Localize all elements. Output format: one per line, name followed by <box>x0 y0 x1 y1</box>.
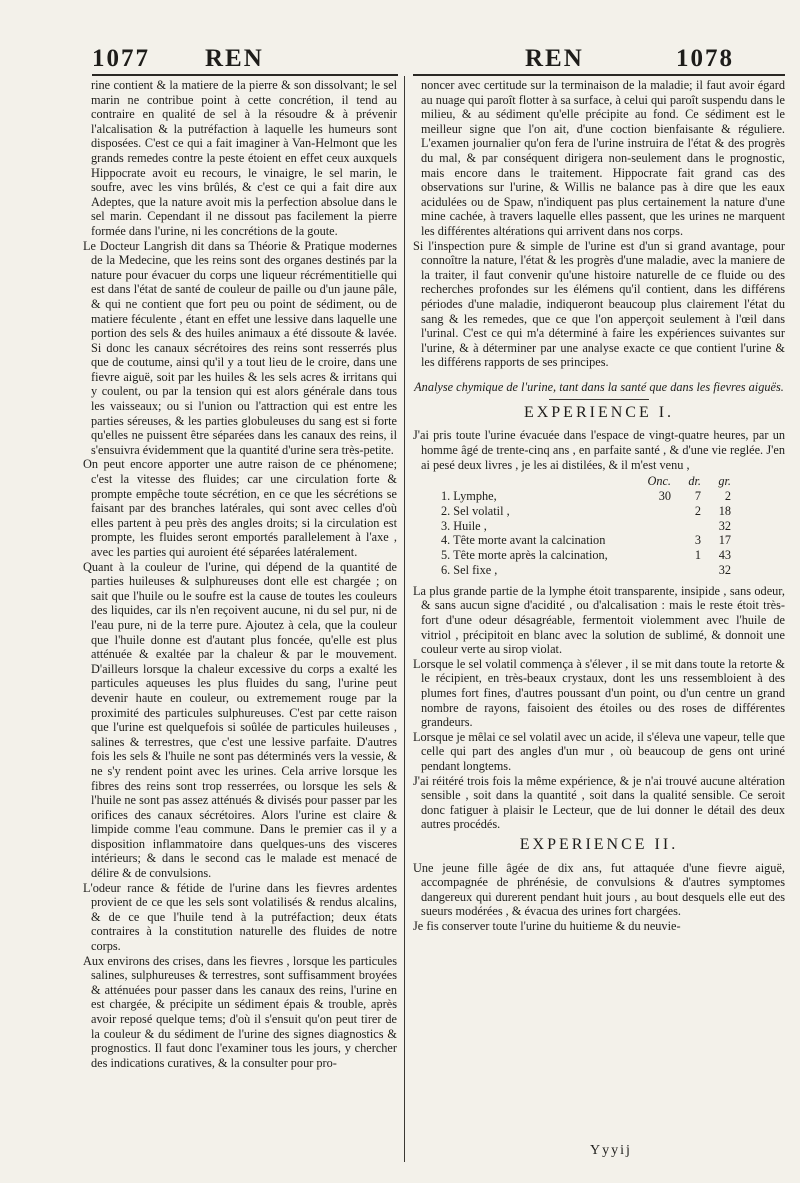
grains-value: 18 <box>718 503 731 518</box>
onces-value <box>641 533 671 548</box>
column-divider <box>404 76 405 1162</box>
onces-value <box>641 519 671 534</box>
distillation-table <box>441 474 731 578</box>
unit-gr: gr. <box>718 474 731 489</box>
right-column-middle-paragraphs <box>413 584 785 832</box>
left-running-head: REN <box>205 45 264 72</box>
right-column <box>413 78 785 933</box>
product-label: 2. Sel volatil , <box>441 503 510 518</box>
grains-value: 17 <box>718 533 731 548</box>
drachms-value: 2 <box>694 503 701 518</box>
paragraph: Aux environs des crises, dans les fievres , lorsque les particules salines, sulphureuses & terrestres, sont suffisamment broyées & atténuées pour passer dans les canaux des reins, l'urine en est chargée, & précipite un sédiment épais & trouble, après avoir reposé quelque tems; d'où il s'ensuit qu'on peut tirer de la couleur & du sédiment de l'urine des signes diagnostics & prognostics. Il faut donc l'examiner tous les jours, y chercher des indications curatives, & la consulter pour pro- <box>83 953 397 1070</box>
onces-value: 30 <box>658 489 671 504</box>
unit-dr: dr. <box>688 474 701 489</box>
paragraph: Si l'inspection pure & simple de l'urine est d'un si grand avantage, pour connoître la nature, l'état & les progrès d'une maladie, avec la maniere de la traiter, il faut convenir qu'une histoire naturelle de ce fluide ou des recherches profondes sur les élémens qu'il contient, dans les différens périodes d'une maladie, indiqueront beaucoup plus clairement l'état du sang & les remedes, que ce que l'on apperçoit seulement à l'œil dans l'urinal. C'est ce qui m'a déterminé à faire les expériences suivantes sur l'urine, & à déterminer par une analyse exacte ce que contient l'urine & les différens rapports de ses principes. <box>413 238 785 370</box>
right-running-head: REN <box>525 45 584 72</box>
product-label: 5. Tête morte après la calcination, <box>441 548 608 563</box>
product-label: 1. Lymphe, <box>441 489 497 504</box>
paragraph: Une jeune fille âgée de dix ans, fut attaquée d'une fievre aiguë, accompagnée de phrénésie, de convulsions & d'autres symptomes dangereux qui durerent pendant huit jours , au bout desquels elle eut des sueurs modérées , & évacua des urines fort chargées. <box>413 860 785 919</box>
grains-value: 32 <box>718 518 731 533</box>
right-page-number: 1078 <box>676 45 734 72</box>
distillation-row <box>441 563 731 578</box>
distillation-row <box>441 548 731 563</box>
paragraph: rine contient & la matiere de la pierre & son dissolvant; le sel marin ne contribue point à cette concrétion, il tend au contraire en qualité de sel à la résoudre & à prévenir l'alcalisation & la putréfaction à laquelle les humeurs sont disposées. C'est ce qui a fait imaginer à Van-Helmont que les grands remedes contre la peste étoient en effet ceux auxquels Hippocrate avoit eu recours, le vinaigre, le sel marin, le soufre, avec les vins brûlés, & c'est ce qui a fait dire aux Adeptes, que la nature avoit mis la perfection absolue dans le sel marin. Cependant il ne dissout pas facilement la pierre formée dans l'urine, ni les concrétions de la goute. <box>91 78 397 238</box>
onces-value <box>641 504 671 519</box>
paragraph: noncer avec certitude sur la terminaison de la maladie; il faut avoir égard au nuage qui paroît flotter à sa surface, à celui qui paroît suspendu dans le milieu, & au sédiment qu'elle précipite au fond. Ce sédiment est le meilleur signe que l'on ait, d'une coction bienfaisante & réguliere. L'examen journalier qu'on fera de l'urine instruira de l'état & des progrès du mal, & par conséquent dirigera non-seulement dans le prognostic, mais encore dans le traitement. Hippocrate fait grand cas des observations sur l'urine, & Willis ne balance pas à dire que les eaux acidulées ou de Spaw, n'indiquent pas plus certainement la nature d'une mine cachée, à travers laquelle elles passent, que les urines ne marquent les différentes altérations qui arrivent dans nos corps. <box>421 78 785 238</box>
paragraph: Je fis conserver toute l'urine du huitieme & du neuvie- <box>413 918 681 933</box>
distillation-row <box>441 533 731 548</box>
paragraph: J'ai réitéré trois fois la même expérience, & je n'ai trouvé aucune altération sensible , soit dans la quantité , soit dans la qualité sensible. Ce seroit donc fatiguer à plaisir le Lecteur, que de lui donner le détail des deux autres procédés. <box>413 773 785 832</box>
distillation-row <box>441 519 731 534</box>
drachms-value <box>671 519 701 534</box>
experience-1-intro: J'ai pris toute l'urine évacuée dans l'espace de vingt-quatre heures, par un homme âgé de trente-cinq ans , en parfaite santé , & d'une vie reglée. J'en ai pesé deux livres , je les ai distilées, & il m'est venu , <box>413 428 785 472</box>
paragraph: L'odeur rance & fétide de l'urine dans les fievres ardentes provient de ce que les sels sont volatilisés & rendus alcalins, & de ce que l'huile tend à la putréfaction; deux états contraires à la constitution naturelle des fluides de notre corps. <box>83 880 397 954</box>
product-label: 6. Sel fixe , <box>441 563 498 578</box>
signature-mark: Yyyij <box>590 1143 632 1158</box>
experience-1-heading: EXPERIENCE I. <box>523 403 675 421</box>
left-column <box>83 78 397 1070</box>
distillation-row <box>441 504 731 519</box>
units-row <box>441 474 731 489</box>
paragraph: Lorsque je mêlai ce sel volatil avec un acide, il s'éleva une vapeur, telle que celle qui part des angles d'un mur , où beaucoup de gens ont uriné pendant longtems. <box>413 729 785 773</box>
product-label: 4. Tête morte avant la calcination <box>441 533 606 548</box>
onces-value <box>641 563 671 578</box>
experience-2-heading: EXPERIENCE II. <box>519 835 679 853</box>
title-underline <box>549 399 649 400</box>
drachms-value <box>671 563 701 578</box>
onces-value <box>641 548 671 563</box>
drachms-value: 3 <box>694 533 701 548</box>
right-column-bottom-paragraphs <box>413 861 785 934</box>
unit-onc: Onc. <box>647 474 671 489</box>
paragraph: Lorsque le sel volatil commença à s'élever , il se mit dans toute la retorte & le récipient, en très-beaux crystaux, dont les uns ressembloient à des plumes fort fines, d'autres poussant d'un point, ou d'un centre un grand nombre de rayons, faisoient des étoiles ou des roses de différentes grandeurs. <box>413 656 785 730</box>
paragraph: La plus grande partie de la lymphe étoit transparente, insipide , sans odeur, & sans aucun signe d'acidité , ou d'alcalisation : mais le reste étoit très-fort d'une odeur désagréable, fermentoit violemment avec l'huile de vitriol , précipitoit en blanc avec la solution de sublimé, & donnoit une couleur verte au sirop violat. <box>413 583 785 657</box>
right-column-top-paragraphs <box>413 78 785 370</box>
right-header-rule <box>413 74 785 76</box>
drachms-value: 1 <box>694 548 701 563</box>
paragraph: On peut encore apporter une autre raison de ce phénomene; c'est la vitesse des fluides; car une circulation forte & prompte empêche toute sécrétion, en ce que les sécrétions se faisant par des branches latérales, qui sont avec celles d'où elles partent à peu près des angles droits; si la circulation est prompte, les fluides seront emportés parallelement à l'axe , avec les parties qui auroient été séparées latéralement. <box>83 457 397 559</box>
paragraph: Quant à la couleur de l'urine, qui dépend de la quantité de parties huileuses & sulphureuses dont elle est chargée ; on sait que l'huile ou le soufre est la cause de toutes les couleurs des liquides, car ils n'en reçoivent aucune, ni du sel pur, ni de l'eau pure, ni de la terre pure. Ajoutez à cela, que la couleur que l'huile donne est d'autant plus foncée, qu'elle est plus atténuée & exaltée par la chaleur & par le mouvement. D'ailleurs lorsque la chaleur excessive du corps a exalté les particules aqueuses les plus fluides du sang, l'urine peut devenir haute en couleur, ou extremement rouge par la proximité des particules sulphureuses. C'est par cette raison que l'urine est quelquefois si soûlée de particules huileuses , salines & terrestres, que c'est une lessive parfaite. D'autres fois les sels & l'huile ne sont pas déterminés vers la vessie, & ne s'y rendent point avec les urines. Cela arrive lorsque les fibres des reins sont trop resserrées, ou lorsque les sels & l'huile ne sont pas assez atténués & divisés pour passer par les orifices des canaux sécrétoires. Alors l'urine est claire & limpide comme l'eau commune. Dans le premier cas il y a disposition inflammatoire dans quelques-uns des visceres intérieurs; & dans le second cas le malade est menacé de délire & de convulsions. <box>83 559 397 881</box>
distillation-row <box>441 489 731 504</box>
grains-value: 32 <box>718 563 731 578</box>
drachms-value: 7 <box>694 489 701 504</box>
grains-value: 2 <box>724 489 731 504</box>
left-header-rule <box>92 74 398 76</box>
grains-value: 43 <box>718 548 731 563</box>
left-page-number: 1077 <box>92 45 150 72</box>
product-label: 3. Huile , <box>441 518 487 533</box>
analysis-title: Analyse chymique de l'urine, tant dans la santé que dans les fievres aiguës. <box>414 379 784 394</box>
paragraph: Le Docteur Langrish dit dans sa Théorie & Pratique modernes de la Medecine, que les reins sont des organes destinés par la nature pour évacuer du corps une liqueur récrémentitielle qui est dans l'état de santé de couleur de paille ou d'un jaune pâle, & qui ne contient que fort peu ou point de sédiment, ou de matiere féculente , étant en effet une lessive dans laquelle une portion des sels & des huiles animaux a été dissoute & lavée. Si donc les canaux sécrétoires des reins sont resserrés plus que de coutume, ainsi qu'il y a tout lieu de le croire, dans une fievre aiguë, soit par les huiles & les sels acres & irritans qui y coulent, ou par la tension qui est alors générale dans tous les vaisseaux; ou si l'union ou l'attraction qui est entre les parties séreuses, & les parties globuleuses du sang est si forte qu'elles ne puissent être séparées dans les canaux des reins, il s'ensuivra évidemment que la quantité d'urine sera très-petite. <box>83 238 397 457</box>
